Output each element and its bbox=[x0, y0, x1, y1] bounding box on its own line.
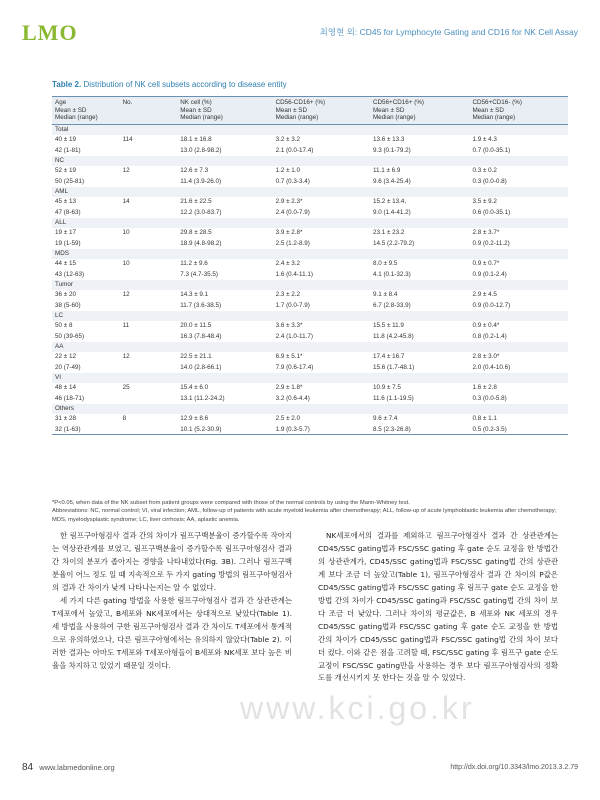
group-name: AML bbox=[52, 187, 568, 197]
table-cell bbox=[123, 424, 181, 435]
table-group-row bbox=[52, 124, 568, 135]
table-cell: 52 ± 19 bbox=[55, 167, 76, 175]
table-cell: 14.5 (2.2-79.2) bbox=[372, 239, 415, 247]
table-cell: 0.3 (0.0-5.8) bbox=[472, 394, 507, 402]
table-cell: 7.9 (0.6-17.4) bbox=[275, 363, 314, 371]
table-cell: 1.9 ± 4.3 bbox=[472, 136, 497, 144]
table-cell: 3.9 ± 2.8* bbox=[275, 229, 303, 237]
table-cell: 15.6 (1.7-48.1) bbox=[372, 363, 415, 371]
table-row bbox=[52, 197, 568, 207]
table-cell: 0.6 (0.0-35.1) bbox=[472, 208, 511, 216]
table-group-row bbox=[52, 218, 568, 228]
paragraph: 세 가지 다른 gating 방법을 사용한 림프구아형검사 결과 간 상관관계는 T세포에서 높았고, B세포와 NK세포에서는 상대적으로 낮았다(Table 1). 세 방법을 사용하여 구한 림프구아형검사 결과 간 차이도 T세포에서 통계적으로 유의하였으나, 다른 림프구아형에서는 유의하지 않았다(Table 2). 이러한 결과는 아마도 T세포와 T세포아형들이 B세포와 NK세포 보다 높은 비율을 차지하고 있었기 때문일 것이다. bbox=[52, 595, 292, 670]
group-name: VI bbox=[52, 373, 568, 383]
table-group-row bbox=[52, 342, 568, 352]
table-cell: 14 bbox=[122, 198, 130, 206]
table-cell: 9.3 (0.1-79.2) bbox=[372, 146, 411, 154]
table-cell: 8.5 (2.3-26.8) bbox=[372, 425, 411, 433]
table-group-row bbox=[52, 156, 568, 166]
table-cell: 114 bbox=[122, 136, 133, 144]
table-cell: 0.7 (0.3-3.4) bbox=[275, 177, 310, 185]
table-group-row bbox=[52, 280, 568, 290]
table-cell: 21.6 ± 22.5 bbox=[180, 198, 212, 206]
table-cell: 2.0 (0.4-10.6) bbox=[472, 363, 511, 371]
paragraph: 한 림프구아형검사 결과 간의 차이가 림프구백분율이 증가할수록 작아지는 역상관관계를 보였고, 림프구백분율이 증가할수록 림프구아형검사 결과 간 차이의 분포가 좁아지는 경향을 나타내었다(Fig. 3B). 그러나 림프구백분율이 어느 정도 일 때 지속적으로 두 가지 gating 방법의 림프구아형검사의 결과 간 차이가 낮게 나타나는지는 알 수 없었다. bbox=[52, 531, 292, 592]
table-cell: 19 (1-59) bbox=[55, 239, 81, 247]
table-cell: 11.1 ± 6.9 bbox=[372, 167, 401, 175]
page-number: 84 bbox=[22, 762, 34, 773]
table-row bbox=[52, 207, 568, 217]
table-cell: 11.8 (4.2-45.8) bbox=[372, 332, 414, 340]
table-cell: 42 (1-81) bbox=[55, 146, 81, 154]
table-caption: Distribution of NK cell subsets according to disease entity bbox=[83, 80, 287, 89]
table-cell: 8 bbox=[122, 415, 127, 423]
table-cell: 11 bbox=[122, 322, 130, 330]
table-cell bbox=[123, 176, 181, 186]
table-cell: 6.9 ± 5.1* bbox=[275, 353, 303, 361]
table-cell: 1.9 (0.3-5.7) bbox=[275, 425, 310, 433]
table-cell: 13.0 (2.8-98.2) bbox=[180, 146, 222, 154]
table-label: Table 2. bbox=[52, 80, 82, 89]
table-cell: 38 (5-60) bbox=[55, 301, 81, 309]
table-body bbox=[52, 124, 568, 435]
table-cell: 18.1 ± 16.8 bbox=[180, 136, 212, 144]
table-cell: 10.9 ± 7.5 bbox=[372, 384, 401, 392]
table-cell: 12.6 ± 7.3 bbox=[180, 167, 209, 175]
table-cell: 2.4 (0.0-7.9) bbox=[275, 208, 310, 216]
table-cell bbox=[123, 393, 181, 403]
group-name: Total bbox=[52, 124, 568, 135]
table-group-row bbox=[52, 249, 568, 259]
table-cell: 29.8 ± 28.5 bbox=[180, 229, 212, 237]
table-cell: 0.8 ± 1.1 bbox=[472, 415, 497, 423]
group-name: AA bbox=[52, 342, 568, 352]
table-row bbox=[52, 352, 568, 362]
table-cell: 1.6 (0.4-11.1) bbox=[275, 270, 313, 278]
paragraph: NK세포에서의 결과를 제외하고 림프구아형검사 결과 간 상관관계는 CD45/SSC gating법과 FSC/SSC gating 후 gate 순도 교정을 한 방법간의 상관관계가, CD45/SSC gating법과 FSC/SSC gating법 간의 상관관계 보다 조금 더 높았고(Table 1), 림프구아형검사 결과 간 차이의 P값은 CD45/SSC gating법과 FSC/SSC gating 후 림프구 gate 순도 교정을 한 방법 간의 차이가 CD45/SSC gating과 FSC/SSC gating법 간의 차이 보다 조금 더 낮았다. 그러나 차이의 평균값은, B 세포와 NK 세포의 경우 CD45/SSC gating법과 FSC/SSC gating 후 gate 순도 교정을 한 방법 간의 차이가 CD45/SSC gating법과 FSC/SSC gating법 간의 차이 보다 더 컸다. 이와 같은 점을 고려할 때, FSC/SSC gating 후 림프구 gate 순도 교정이 FSC/SSC gating만을 사용하는 경우 보다 림프구아형검사의 정확도를 개선시키지 못 한다는 것을 알 수 있었다. bbox=[318, 531, 558, 683]
table-cell: 31 ± 28 bbox=[55, 415, 76, 423]
table-cell: 10 bbox=[122, 229, 130, 237]
table-cell: 2.9 ± 2.3* bbox=[275, 198, 303, 206]
group-name: MDS bbox=[52, 249, 568, 259]
table-notes bbox=[52, 499, 568, 524]
table-cell: 3.6 ± 3.3* bbox=[275, 322, 303, 330]
header-nk-cell: NK cell (%) Mean ± SD Median (range) bbox=[180, 99, 223, 122]
table-cell: 13.1 (11.2-24.2) bbox=[180, 394, 225, 402]
table-cell: 0.9 (0.0-12.7) bbox=[472, 301, 511, 309]
header-cd56pos-cd16neg: CD56+CD16- (%) Mean ± SD Median (range) bbox=[472, 99, 522, 122]
table-cell: 2.1 (0.0-17.4) bbox=[275, 146, 314, 154]
table-cell: 6.7 (2.8-33.9) bbox=[372, 301, 411, 309]
table-cell: 46 (18-71) bbox=[55, 394, 85, 402]
table-cell bbox=[123, 269, 181, 279]
body-column-right bbox=[318, 530, 558, 685]
running-title: 최영현 외: CD45 for Lymphocyte Gating and CD16 for NK Cell Assay bbox=[319, 27, 578, 37]
table-cell: 11.4 (3.9-26.0) bbox=[180, 177, 222, 185]
table-cell: 13.6 ± 13.3 bbox=[372, 136, 405, 144]
table-cell: 12.2 (3.0-83.7) bbox=[180, 208, 222, 216]
table-footnote: *P<0.05, when data of the NK subset from patient groups were compared with those of the normal controls by using the Mann-Whitney test. bbox=[52, 500, 410, 506]
table-cell bbox=[123, 362, 181, 372]
table-cell bbox=[123, 145, 181, 155]
table-cell: 12.9 ± 8.6 bbox=[180, 415, 209, 423]
table-cell bbox=[123, 300, 181, 310]
table-cell: 2.3 ± 2.2 bbox=[275, 291, 301, 299]
table-cell: 20 (7-49) bbox=[55, 363, 81, 371]
table-cell: 10 bbox=[122, 260, 130, 268]
table-cell: 7.3 (4.7-35.5) bbox=[180, 270, 219, 278]
table-row bbox=[52, 176, 568, 186]
table-cell: 48 ± 14 bbox=[55, 384, 76, 392]
table-row bbox=[52, 393, 568, 403]
table-cell: 10.1 (5.2-30.9) bbox=[180, 425, 222, 433]
table-cell: 40 ± 19 bbox=[55, 136, 76, 144]
table-group-row bbox=[52, 311, 568, 321]
table-cell: 2.4 (1.0-11.7) bbox=[275, 332, 313, 340]
table-cell: 11.7 (3.6-38.5) bbox=[180, 301, 222, 309]
table-cell: 1.2 ± 1.0 bbox=[275, 167, 301, 175]
table-row bbox=[52, 424, 568, 435]
header-no: No. bbox=[122, 99, 133, 106]
table-cell: 0.9 (0.2-11.2) bbox=[472, 239, 510, 247]
table-cell: 20.0 ± 11.5 bbox=[180, 322, 212, 330]
table-cell: 1.7 (0.0-7.9) bbox=[275, 301, 310, 309]
table-group-row bbox=[52, 404, 568, 414]
table-cell: 44 ± 15 bbox=[55, 260, 76, 268]
table-group-row bbox=[52, 187, 568, 197]
table-cell bbox=[123, 331, 181, 341]
table-cell: 15.5 ± 11.9 bbox=[372, 322, 404, 330]
group-name: ALL bbox=[52, 218, 568, 228]
table-row bbox=[52, 300, 568, 310]
table-cell: 0.3 ± 0.2 bbox=[472, 167, 497, 175]
table-row bbox=[52, 331, 568, 341]
table-cell: 0.9 ± 0.7* bbox=[472, 260, 500, 268]
table-cell: 50 ± 8 bbox=[55, 322, 73, 330]
table-title bbox=[52, 80, 287, 89]
table-row bbox=[52, 362, 568, 372]
table-cell: 2.8 ± 3.0* bbox=[472, 353, 500, 361]
table-cell: 8.0 ± 9.5 bbox=[372, 260, 398, 268]
table-cell: 11.6 (1.1-19.5) bbox=[372, 394, 414, 402]
table-cell: 12 bbox=[122, 291, 130, 299]
table-cell: 4.1 (0.1-32.3) bbox=[372, 270, 411, 278]
table-cell: 36 ± 20 bbox=[55, 291, 76, 299]
table-cell: 0.9 ± 0.4* bbox=[472, 322, 500, 330]
table-cell: 2.9 ± 4.5 bbox=[472, 291, 497, 299]
table-row bbox=[52, 259, 568, 269]
table-abbreviations: Abbreviations: NC, normal control; VI, viral infection; AML, follow-up of patients with acute myeloid leukemia after chemotherapy; ALL, follow-up of acute lymphoblastic leukemia after chemotherapy; MDS, myelodysplastic syndrome; LC, liver cirrhosis; AA, aplastic anemia. bbox=[52, 508, 557, 523]
table-row bbox=[52, 290, 568, 300]
table-cell: 16.3 (7.8-48.4) bbox=[180, 332, 222, 340]
table-cell: 2.5 (1.2-8.9) bbox=[275, 239, 310, 247]
table-row bbox=[52, 321, 568, 331]
journal-site: www.labmedonline.org bbox=[39, 763, 115, 772]
table-cell: 32 (1-63) bbox=[55, 425, 81, 433]
table-cell: 0.7 (0.0-35.1) bbox=[472, 146, 511, 154]
table-row bbox=[52, 166, 568, 176]
table-row bbox=[52, 238, 568, 248]
header-age: Age Mean ± SD Median (range) bbox=[55, 99, 98, 122]
table-cell: 9.6 ± 7.4 bbox=[372, 415, 398, 423]
body-column-left bbox=[52, 530, 292, 672]
table-cell: 2.9 ± 1.8* bbox=[275, 384, 303, 392]
doi-link[interactable]: http://dx.doi.org/10.3343/lmo.2013.3.2.79 bbox=[450, 764, 578, 771]
table-group-row bbox=[52, 373, 568, 383]
table-row bbox=[52, 135, 568, 145]
table-cell: 50 (39-65) bbox=[55, 332, 85, 340]
table-cell: 11.2 ± 9.6 bbox=[180, 260, 208, 268]
table-cell: 9.6 (3.4-25.4) bbox=[372, 177, 411, 185]
table-cell: 17.4 ± 16.7 bbox=[372, 353, 405, 361]
table-cell: 23.1 ± 23.2 bbox=[372, 229, 405, 237]
table-cell: 25 bbox=[122, 384, 130, 392]
table-cell: 22.5 ± 21.1 bbox=[180, 353, 212, 361]
table-cell: 15.2 ± 13.4, bbox=[372, 198, 407, 206]
group-name: Tumor bbox=[52, 280, 568, 290]
table-cell: 47 (8-63) bbox=[55, 208, 81, 216]
table-cell: 2.8 ± 3.7* bbox=[472, 229, 500, 237]
table-cell: 3.2 (0.6-4.4) bbox=[275, 394, 310, 402]
journal-logo: LMO bbox=[22, 20, 78, 45]
table-cell: 19 ± 17 bbox=[55, 229, 76, 237]
table-cell: 15.4 ± 6.0 bbox=[180, 384, 209, 392]
footer-left bbox=[22, 762, 115, 773]
table-cell: 14.0 (2.8-66.1) bbox=[180, 363, 222, 371]
nk-subset-table bbox=[52, 96, 568, 435]
header-cd56pos-cd16pos: CD56+CD16+ (%) Mean ± SD Median (range) bbox=[372, 99, 425, 122]
table-cell: 9.0 (1.4-41.2) bbox=[372, 208, 411, 216]
table-cell bbox=[123, 238, 181, 248]
table-cell: 0.3 (0.0-0.8) bbox=[472, 177, 507, 185]
table-cell: 2.4 ± 3.2 bbox=[275, 260, 301, 268]
table-cell: 12 bbox=[122, 167, 130, 175]
table-cell: 0.9 (0.1-2.4) bbox=[472, 270, 507, 278]
table-cell: 22 ± 12 bbox=[55, 353, 76, 361]
table-cell: 0.5 (0.2-3.5) bbox=[472, 425, 507, 433]
table-cell bbox=[123, 207, 181, 217]
table-cell: 12 bbox=[122, 353, 130, 361]
group-name: Others bbox=[52, 404, 568, 414]
watermark: www.kci.go.kr bbox=[240, 690, 475, 726]
table-row bbox=[52, 228, 568, 238]
table-cell: 18.9 (4.8-98.2) bbox=[180, 239, 222, 247]
table-cell: 0.8 (0.2-1.4) bbox=[472, 332, 507, 340]
table-row bbox=[52, 414, 568, 424]
group-name: LC bbox=[52, 311, 568, 321]
table-cell: 50 (25-81) bbox=[55, 177, 85, 185]
table-cell: 2.5 ± 2.0 bbox=[275, 415, 301, 423]
table-cell: 3.2 ± 3.2 bbox=[275, 136, 301, 144]
table-row bbox=[52, 145, 568, 155]
table-cell: 3.5 ± 9.2 bbox=[472, 198, 497, 206]
group-name: NC bbox=[52, 156, 568, 166]
table-cell: 9.1 ± 8.4 bbox=[372, 291, 398, 299]
table-cell: 1.6 ± 2.8 bbox=[472, 384, 497, 392]
table-cell: 14.3 ± 9.1 bbox=[180, 291, 209, 299]
table-header-row bbox=[52, 97, 568, 125]
table-row bbox=[52, 383, 568, 393]
table-cell: 45 ± 13 bbox=[55, 198, 76, 206]
table-row bbox=[52, 269, 568, 279]
table-cell: 43 (12-63) bbox=[55, 270, 85, 278]
header-cd56neg-cd16pos: CD56-CD16+ (%) Mean ± SD Median (range) bbox=[275, 99, 326, 122]
